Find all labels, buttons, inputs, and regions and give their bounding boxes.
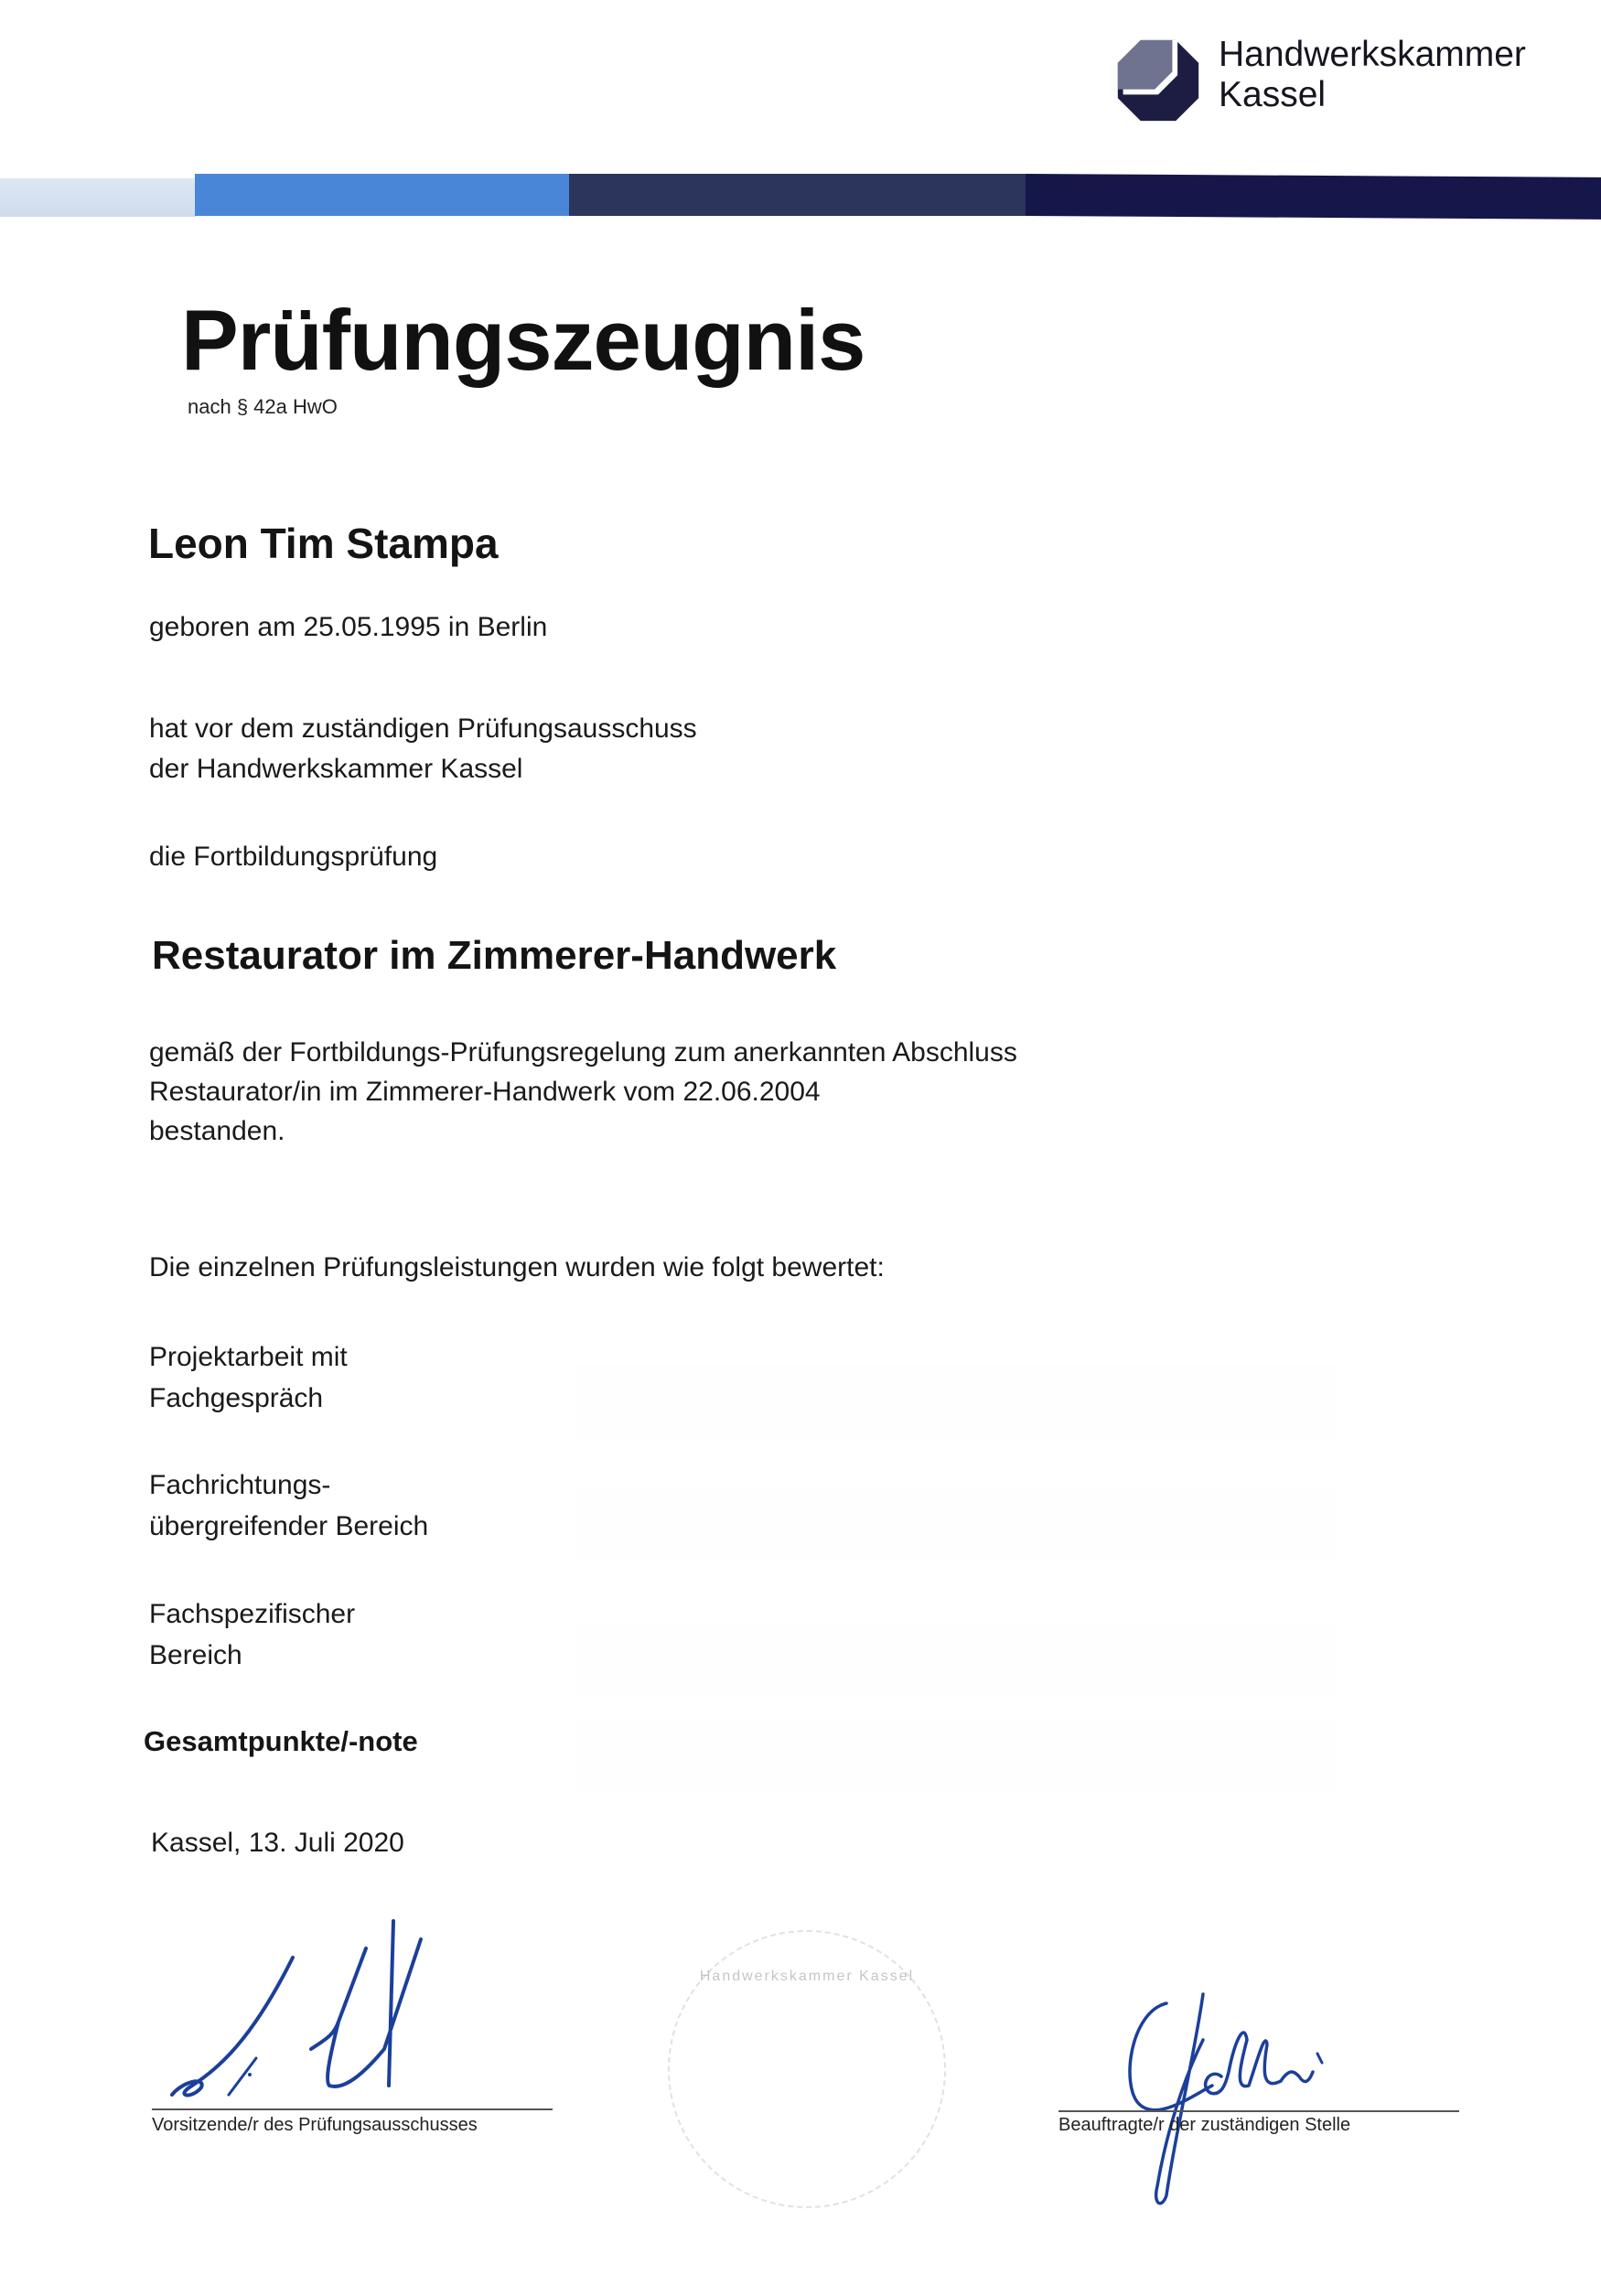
committee-line-2: der Handwerkskammer Kassel bbox=[149, 754, 523, 784]
header-band-blue bbox=[195, 174, 570, 216]
grade-value bbox=[576, 1365, 1336, 1438]
grade-label: Fachrichtungs- übergreifender Bereich bbox=[149, 1470, 429, 1541]
signature-line-left bbox=[152, 2108, 553, 2110]
place-and-date: Kassel, 13. Juli 2020 bbox=[151, 1828, 404, 1858]
issuer-name-line1: Handwerkskammer bbox=[1219, 35, 1526, 74]
signature-chair bbox=[165, 1921, 439, 2104]
birth-info: geboren am 25.05.1995 in Berlin bbox=[149, 612, 548, 642]
issuer-name-line2: Kassel bbox=[1219, 75, 1327, 114]
signature-line-right bbox=[1058, 2110, 1459, 2112]
grade-value bbox=[576, 1488, 1336, 1561]
signature-caption-right: Beauftragte/r der zuständigen Stelle bbox=[1058, 2115, 1351, 2135]
signature-caption-left: Vorsitzende/r des Prüfungsausschusses bbox=[152, 2115, 478, 2135]
seal-text: Handwerkskammer Kassel bbox=[699, 1969, 915, 1984]
qualification-title: Restaurator im Zimmerer-Handwerk bbox=[152, 933, 837, 978]
signature-authority bbox=[1112, 1985, 1404, 2214]
document-title: Prüfungszeugnis bbox=[181, 292, 865, 388]
exam-type: die Fortbildungsprüfung bbox=[149, 842, 438, 872]
grade-value bbox=[576, 1624, 1336, 1697]
hwk-octagon-logo-icon bbox=[1114, 37, 1202, 124]
total-label: Gesamtpunkte/-note bbox=[144, 1725, 418, 1757]
legal-basis: nach § 42a HwO bbox=[188, 395, 338, 418]
regulation-line-2: Restaurator/in im Zimmerer-Handwerk vom 22.06.2004 bbox=[149, 1077, 821, 1107]
header-band-navy bbox=[1026, 174, 1601, 220]
grades-intro: Die einzelnen Prüfungsleistungen wurden wie folgt bewertet: bbox=[149, 1252, 885, 1282]
total-value bbox=[576, 1718, 1336, 1791]
issuer-wordmark bbox=[1219, 35, 1526, 115]
embossed-seal bbox=[668, 1930, 946, 2208]
grade-label: Fachspezifischer Bereich bbox=[149, 1599, 356, 1670]
header-band-light bbox=[0, 178, 196, 217]
grade-label: Projektarbeit mit Fachgespräch bbox=[149, 1342, 348, 1413]
committee-line-1: hat vor dem zuständigen Prüfungsausschuss bbox=[149, 713, 697, 744]
holder-name: Leon Tim Stampa bbox=[148, 520, 499, 567]
exam-result: bestanden. bbox=[149, 1116, 285, 1146]
regulation-line-1: gemäß der Fortbildungs-Prüfungsregelung zum anerkannten Abschluss bbox=[149, 1037, 1017, 1068]
header-band-slate bbox=[569, 174, 1026, 216]
